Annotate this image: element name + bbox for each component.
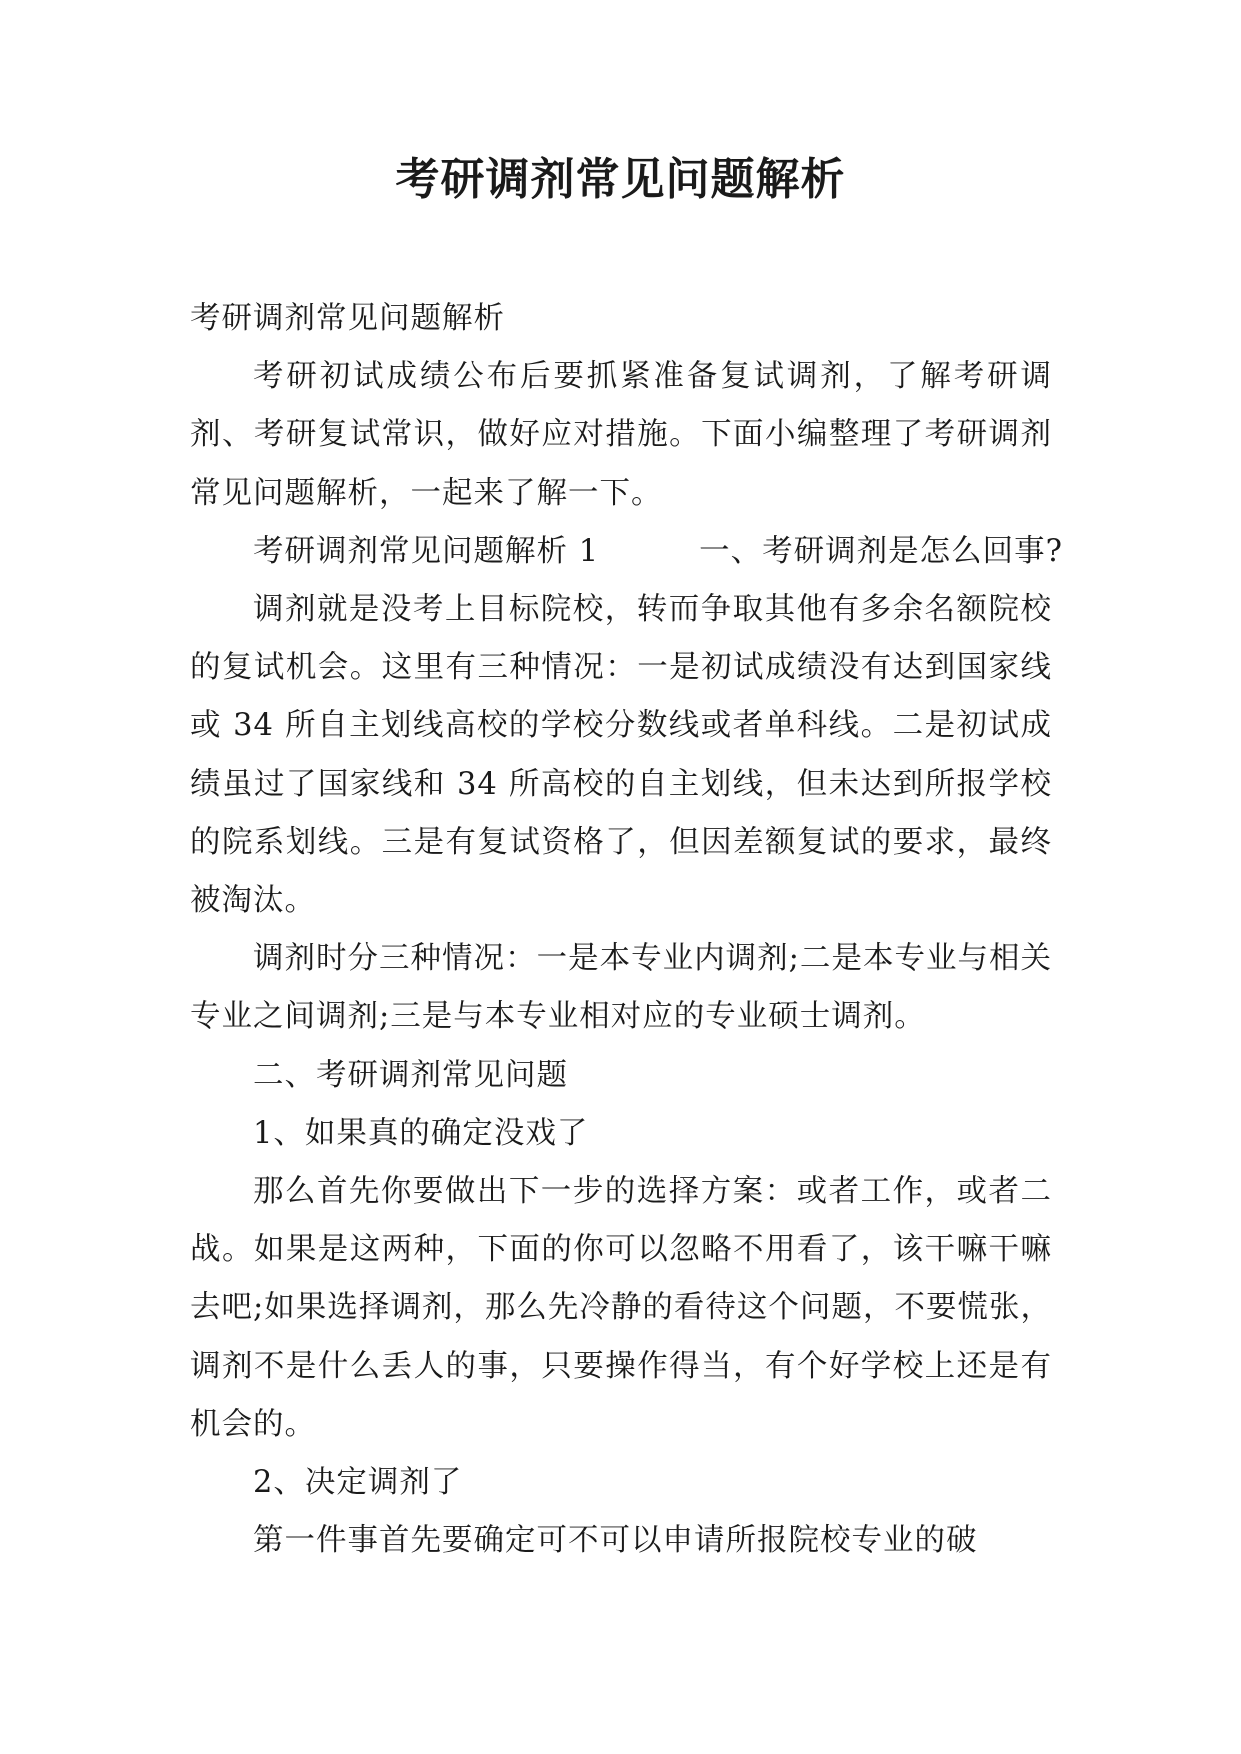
faq-item-1-paragraph: 那么首先你要做出下一步的选择方案：或者工作，或者二战。如果是这两种，下面的你可以忽略不用看了，该干嘛干嘛去吧;如果选择调剂，那么先冷静的看待这个问题，不要慌张，调剂不是什么丢人的事，只要操作得当，有个好学校上还是有机会的。 [190,1174,1052,1442]
explanation-paragraph: 调剂就是没考上目标院校，转而争取其他有多余名额院校的复试机会。这里有三种情况：一是初试成绩没有达到国家线或 34 所自主划线高校的学校分数线或者单科线。二是初试成绩虽过了国家线和 34 所高校的自主划线，但未达到所报学校的院系划线。三是有复试资格了，但因差额复试的要求，最终被淘汰。 [190,592,1052,919]
document-title: 考研调剂常见问题解析 [395,154,846,205]
faq-item-2-heading: 2、决定调剂了 [253,1465,463,1501]
faq-heading: 二、考研调剂常见问题 [253,1057,568,1093]
section-heading-line [190,523,1063,581]
adjustment-types-paragraph: 调剂时分三种情况：一是本专业内调剂;二是本专业与相关专业之间调剂;三是与本专业相对应的专业硕士调剂。 [190,941,1052,1035]
faq-item-1-heading: 1、如果真的确定没戏了 [253,1115,589,1151]
intro-paragraph: 考研初试成绩公布后要抓紧准备复试调剂，了解考研调剂、考研复试常识，做好应对措施。下面小编整理了考研调剂常见问题解析，一起来了解一下。 [190,359,1052,511]
document-body [190,290,1063,1570]
subtitle-paragraph: 考研调剂常见问题解析 [190,301,505,336]
faq-item-2-paragraph: 第一件事首先要确定可不可以申请所报院校专业的破 [253,1523,978,1559]
question-heading: 一、考研调剂是怎么回事? [699,533,1063,569]
section-label: 考研调剂常见问题解析 1 [253,533,600,569]
